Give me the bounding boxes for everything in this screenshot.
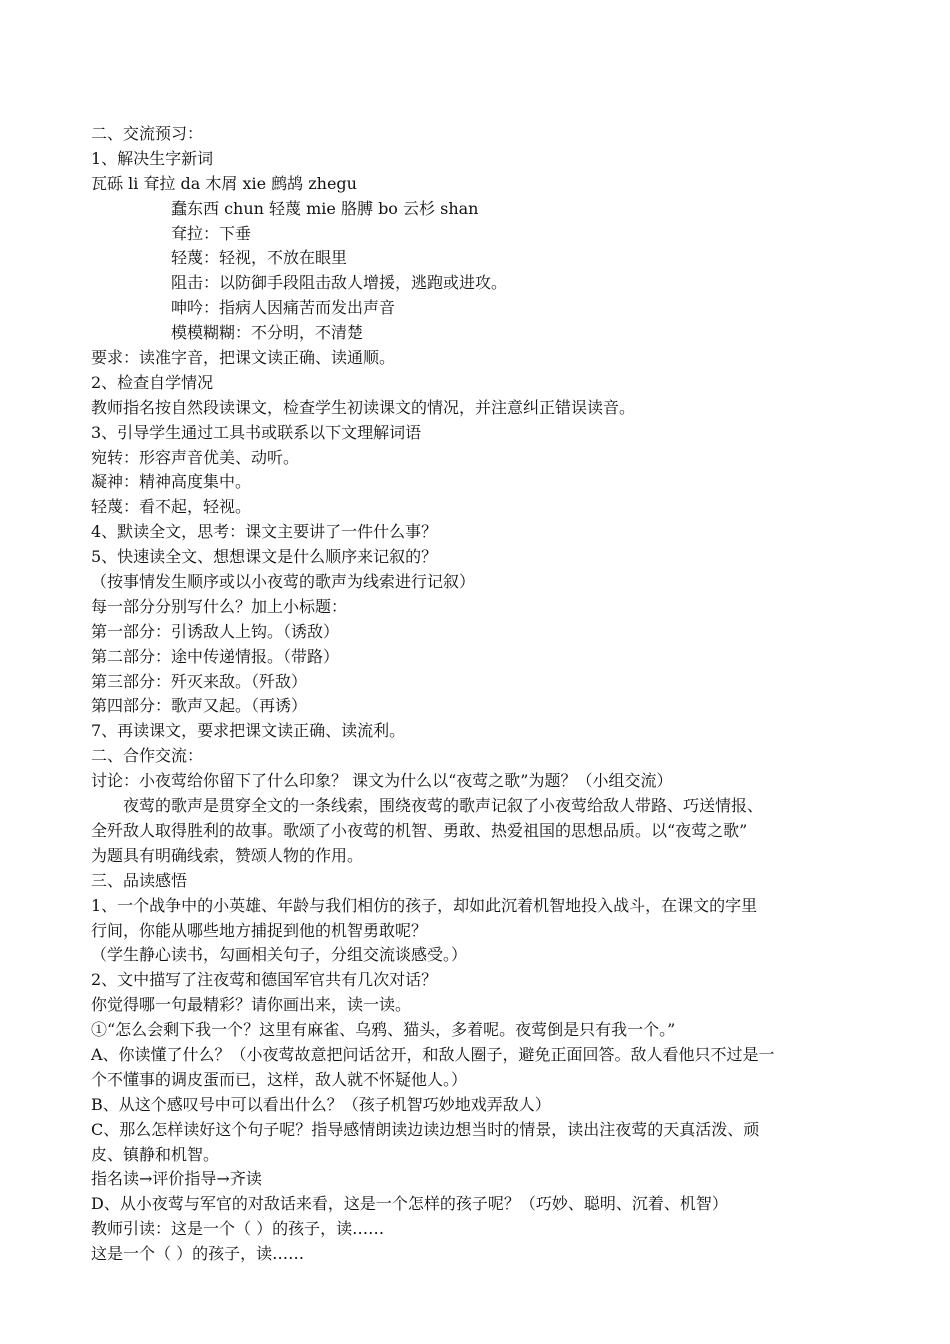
note-line: （学生静心读书，勾画相关句子，分组交流谈感受。）	[91, 945, 468, 965]
definition-line: 宛转：形容声音优美、动听。	[91, 447, 300, 467]
vocab-pinyin-row-1: 瓦砾 li 耷拉 da 木屑 xie 鹧鸪 zhegu	[91, 173, 357, 193]
text-line: A、你读懂了什么？（小夜莺故意把问话岔开，和敌人圈子，避免正面回答。敌人看他只不过是一	[91, 1044, 775, 1064]
note-line: （按事情发生顺序或以小夜莺的歌声为线索进行记叙）	[91, 572, 476, 592]
definition-line: 耷拉：下垂	[171, 223, 252, 243]
document-body	[91, 122, 881, 1267]
text-line: 行间，你能从哪些地方捕捉到他的机智勇敢呢？	[91, 920, 428, 940]
text-line: D、从小夜莺与军官的对敌话来看，这是一个怎样的孩子呢？（巧妙、聪明、沉着、机智）	[91, 1194, 728, 1214]
definition-line: 轻蔑：轻视，不放在眼里	[171, 248, 348, 268]
definition-line: 阻击：以防御手段阻击敌人增援，逃跑或进攻。	[171, 273, 508, 293]
text-line: 教师指名按自然段读课文，检查学生初读课文的情况，并注意纠正错误读音。	[91, 397, 636, 417]
part-line: 第三部分：歼灭来敌。（歼敌）	[91, 671, 308, 691]
definition-line: 模模糊糊：不分明，不清楚	[171, 323, 364, 343]
definition-line: 凝神：精神高度集中。	[91, 472, 252, 492]
paragraph-line: 全歼敌人取得胜利的故事。歌颂了小夜莺的机智、勇敢、热爱祖国的思想品质。以“夜莺之歌”	[91, 820, 748, 840]
text-line: 每一部分分别写什么？加上小标题：	[91, 596, 348, 616]
text-line: 教师引读：这是一个（ ）的孩子，读……	[91, 1219, 385, 1239]
requirement-line: 要求：读准字音，把课文读正确、读通顺。	[91, 348, 396, 368]
text-line: B、从这个感叹号中可以看出什么？（孩子机智巧妙地戏弄敌人）	[91, 1094, 551, 1114]
part-line: 第二部分：途中传递情报。（带路）	[91, 646, 340, 666]
quote-line: ①“怎么会剩下我一个？这里有麻雀、乌鸦、猫头，多着呢。夜莺倒是只有我一个。”	[91, 1020, 676, 1040]
definition-line: 轻蔑：看不起，轻视。	[91, 497, 252, 517]
question-line: 5、快速读全文、想想课文是什么顺序来记叙的？	[91, 547, 438, 567]
subheading-check: 2、检查自学情况	[91, 372, 214, 392]
text-line: 皮、镇静和机智。	[91, 1144, 220, 1164]
part-line: 第四部分：歌声又起。（再诱）	[91, 696, 308, 716]
text-line: 个不懂事的调皮蛋而已，这样，敌人就不怀疑他人。）	[91, 1069, 468, 1089]
section-heading-cooperate: 二、合作交流：	[91, 746, 204, 766]
paragraph-line: 夜莺的歌声是贯穿全文的一条线索，围绕夜莺的歌声记叙了小夜莺给敌人带路、巧送情报、	[123, 796, 764, 816]
subheading-new-words: 1、解决生字新词	[91, 148, 214, 168]
subheading-understand-words: 3、引导学生通过工具书或联系以下文理解词语	[91, 422, 422, 442]
paragraph-line: 为题具有明确线索，赞颂人物的作用。	[91, 845, 364, 865]
text-line: 1、一个战争中的小英雄、年龄与我们相仿的孩子，却如此沉着机智地投入战斗，在课文的字里	[91, 895, 758, 915]
text-line: 你觉得哪一句最精彩？请你画出来，读一读。	[91, 995, 412, 1015]
section-heading-reading: 三、品读感悟	[91, 870, 188, 890]
vocab-pinyin-row-2: 蠢东西 chun 轻蔑 mie 胳膊 bo 云杉 shan	[171, 198, 479, 218]
flow-line: 指名读→评价指导→齐读	[91, 1169, 262, 1189]
text-line: 7、再读课文，要求把课文读正确、读流利。	[91, 721, 406, 741]
definition-line: 呻吟：指病人因痛苦而发出声音	[171, 298, 396, 318]
text-line: 这是一个（ ）的孩子，读……	[91, 1244, 305, 1264]
question-line: 4、默读全文，思考：课文主要讲了一件什么事？	[91, 522, 438, 542]
section-heading-preview: 二、交流预习：	[91, 124, 204, 143]
discussion-line: 讨论：小夜莺给你留下了什么印象？ 课文为什么以“夜莺之歌”为题？（小组交流）	[91, 771, 673, 791]
text-line: C、那么怎样读好这个句子呢？指导感情朗读边读边想当时的情景，读出注夜莺的天真活泼、顽	[91, 1119, 760, 1139]
part-line: 第一部分：引诱敌人上钩。（诱敌）	[91, 621, 340, 641]
question-line: 2、文中描写了注夜莺和德国军官共有几次对话？	[91, 970, 438, 990]
